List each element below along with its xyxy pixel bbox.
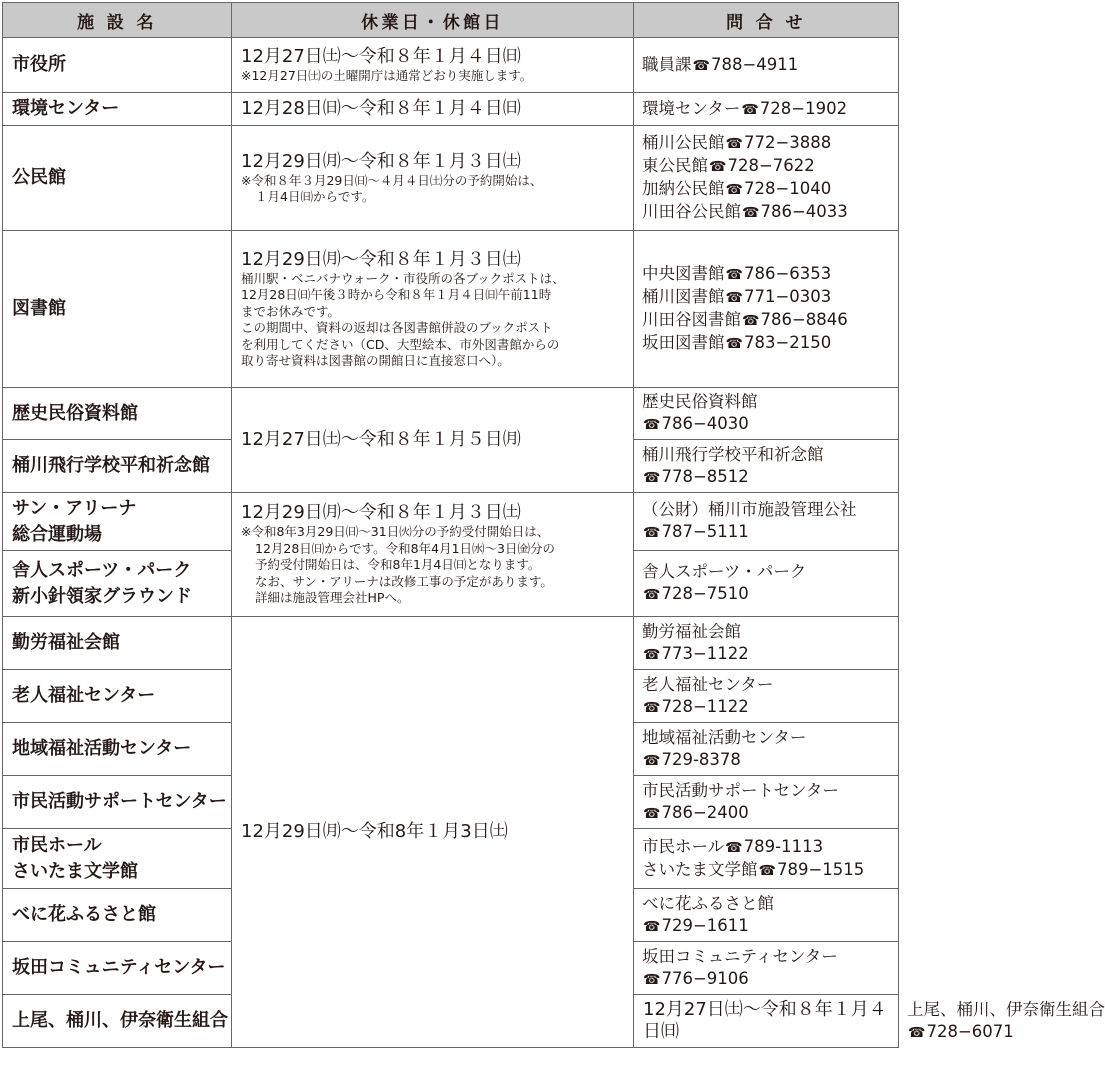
phone-icon: ☎	[643, 699, 661, 716]
contact-tel: 789-1113	[743, 836, 824, 856]
facility-name: 市役所	[3, 38, 232, 93]
table-row	[3, 388, 899, 440]
header-period: 休業日・休館日	[232, 3, 634, 38]
phone-icon: ☎	[725, 136, 743, 152]
closure-period	[634, 995, 899, 1048]
facility-name: 図書館	[3, 231, 232, 388]
facility-name: 勤労福祉会館	[3, 617, 232, 670]
phone-icon: ☎	[692, 57, 710, 74]
contact-tel: 786−2400	[661, 802, 749, 822]
phone-icon: ☎	[643, 587, 661, 603]
period-main: 12月27日㈯〜令和８年１月５日㈪	[241, 429, 521, 450]
phone-icon: ☎	[725, 182, 743, 198]
phone-icon: ☎	[643, 646, 661, 663]
contact-tel: 729−1611	[661, 915, 749, 935]
contact-tel: 728−1902	[759, 98, 848, 118]
contact-name: 地域福祉活動センター	[642, 727, 807, 747]
phone-icon: ☎	[643, 525, 661, 541]
contact-tel: 788−4911	[710, 54, 799, 74]
facility-name: 市民活動サポートセンター	[3, 776, 232, 829]
period-note: ※12月27日㈯の土曜開庁は通常どおり実施します。	[241, 67, 533, 83]
header-facility: 施 設 名	[3, 3, 232, 38]
contact-name: 市民ホール	[642, 836, 725, 856]
period-note: 取り寄せ資料は図書館の開館日に直接窓口へ）。	[241, 353, 510, 368]
phone-icon: ☎	[741, 101, 759, 118]
period-note: ※令和8年3月29日㈰〜31日㈫分の予約受付開始日は、	[241, 524, 550, 540]
contact-name: 市民活動サポートセンター	[642, 780, 839, 800]
phone-icon: ☎	[725, 336, 743, 352]
contact	[634, 493, 899, 551]
contact-tel: 786−4033	[760, 202, 848, 221]
table-row	[3, 617, 899, 670]
period-main: 12月29日㈪〜令和８年１月３日㈯	[241, 248, 521, 270]
phone-icon: ☎	[643, 918, 661, 935]
period-note: を利用してください（CD、大型絵本、市外図書館からの	[241, 336, 560, 352]
contact-tel: 786−6353	[743, 264, 832, 283]
period-note: １月4日㈰からです。	[255, 189, 375, 204]
closure-period	[232, 126, 634, 231]
contact-name: 桶川図書館	[642, 287, 725, 306]
facility-name: 老人福祉センター	[3, 670, 232, 723]
phone-icon: ☎	[725, 290, 743, 306]
table-row	[3, 126, 899, 231]
contact-tel: 778−8512	[661, 466, 749, 486]
contact-name: 環境センター	[642, 98, 741, 118]
period-main: 12月27日㈯〜令和８年１月４日㈰	[241, 45, 521, 67]
closure-period	[232, 231, 634, 388]
period-note: ※令和８年３月29日㈰〜４月４日㈯分の予約開始は、	[241, 172, 543, 188]
contact-tel: 787−5111	[661, 522, 749, 541]
contact-tel: 728−7510	[661, 584, 749, 603]
closure-table	[2, 2, 1105, 1048]
phone-icon: ☎	[742, 205, 760, 221]
contact-name: 東公民館	[642, 156, 708, 175]
contact-tel: 772−3888	[743, 133, 832, 152]
contact	[634, 388, 899, 440]
period-main: 12月28日㈰〜令和８年１月４日㈰	[241, 98, 521, 119]
period-main: 12月29日㈪〜令和8年１月3日㈯	[241, 821, 508, 842]
header-row	[3, 3, 899, 38]
contact	[634, 617, 899, 670]
facility-name: サン・アリーナ 総合運動場	[3, 493, 232, 551]
phone-icon: ☎	[643, 805, 661, 822]
contact-name: 舎人スポーツ・パーク	[642, 562, 807, 581]
period-note: 桶川駅・ベニバナウォーク・市役所の各ブックポストは、	[241, 270, 565, 286]
period-note: なお、サン・アリーナは改修工事の予定があります。	[255, 573, 553, 589]
contact-tel: 783−2150	[743, 333, 832, 352]
contact-tel: 789−1515	[776, 859, 865, 879]
contact-name: 職員課	[642, 54, 692, 74]
contact	[634, 38, 899, 93]
contact-tel: 728−1040	[743, 179, 832, 198]
contact-name: 中央図書館	[642, 264, 725, 283]
contact	[634, 231, 899, 388]
table-row	[3, 93, 899, 126]
contact-tel: 728−1122	[661, 696, 749, 716]
contact-name: （公財）桶川市施設管理公社	[642, 500, 857, 519]
closure-period	[232, 38, 634, 93]
facility-name: 上尾、桶川、伊奈衛生組合	[3, 995, 232, 1048]
contact-name: 川田谷図書館	[642, 310, 741, 329]
contact	[634, 776, 899, 829]
contact-name: 加納公民館	[642, 179, 725, 198]
contact	[634, 829, 899, 889]
phone-icon: ☎	[725, 267, 743, 283]
phone-icon: ☎	[709, 159, 727, 175]
contact-tel: 773−1122	[661, 643, 749, 663]
period-main: 12月29日㈪〜令和８年１月３日㈯	[241, 150, 521, 172]
contact-tel: 729-8378	[661, 749, 741, 769]
contact	[634, 93, 899, 126]
contact	[634, 942, 899, 995]
period-main: 12月27日㈯〜令和８年１月４日㈰	[643, 999, 887, 1042]
closure-period	[232, 388, 634, 493]
contact	[634, 723, 899, 776]
contact	[634, 670, 899, 723]
facility-name: 坂田コミュニティセンター	[3, 942, 232, 995]
contact-name: 老人福祉センター	[642, 674, 774, 694]
facility-name: 舎人スポーツ・パーク 新小針領家グラウンド	[3, 551, 232, 617]
contact-name: 歴史民俗資料館	[642, 392, 758, 411]
facility-name: 地域福祉活動センター	[3, 723, 232, 776]
contact-name: さいたま文学館	[642, 859, 758, 879]
period-note: までお休みです。	[241, 303, 341, 319]
contact	[634, 440, 899, 493]
contact	[634, 889, 899, 942]
phone-icon: ☎	[908, 1024, 926, 1041]
period-main: 12月29日㈪〜令和８年１月３日㈯	[241, 502, 521, 524]
contact-name: 桶川飛行学校平和祈念館	[642, 444, 824, 464]
contact-name: 桶川公民館	[642, 133, 725, 152]
contact-tel: 771−0303	[743, 287, 832, 306]
table-row: 上尾、桶川、伊奈衛生組合 12月27日㈯〜令和８年１月４日㈰ 上尾、桶川、伊奈衛生組合 ☎728−6071	[3, 995, 899, 1048]
contact-name: べに花ふるさと館	[642, 893, 774, 913]
period-note: 詳細は施設管理会社HPへ。	[255, 590, 410, 606]
phone-icon: ☎	[758, 862, 776, 879]
closure-period	[232, 493, 634, 617]
contact-tel: 728−6071	[926, 1021, 1014, 1041]
contact-name: 坂田図書館	[642, 333, 725, 352]
contact-name: 川田谷公民館	[642, 202, 741, 221]
phone-icon: ☎	[643, 752, 661, 769]
period-note: 12月28日㈰午後３時から令和８年１月４日㈰午前11時	[241, 287, 552, 302]
phone-icon: ☎	[643, 417, 661, 433]
facility-name: 桶川飛行学校平和祈念館	[3, 440, 232, 493]
phone-icon: ☎	[725, 839, 743, 856]
facility-name: 市民ホール さいたま文学館	[3, 829, 232, 889]
contact-tel: 776−9106	[661, 968, 749, 988]
closure-period	[232, 617, 634, 1048]
contact-tel: 786−8846	[760, 310, 848, 329]
contact-name: 勤労福祉会館	[642, 621, 741, 641]
table-row	[3, 231, 899, 388]
period-note: 予約受付開始日は、令和8年1月4日㈰となります。	[255, 557, 541, 573]
facility-name: べに花ふるさと館	[3, 889, 232, 942]
contact	[634, 551, 899, 617]
contact-tel: 786−4030	[661, 414, 749, 433]
phone-icon: ☎	[643, 971, 661, 988]
facility-name: 公民館	[3, 126, 232, 231]
table-row	[3, 38, 899, 93]
closure-period	[232, 93, 634, 126]
phone-icon: ☎	[742, 313, 760, 329]
facility-name: 歴史民俗資料館	[3, 388, 232, 440]
table-row	[3, 493, 899, 551]
contact	[634, 126, 899, 231]
header-contact: 問 合 せ	[634, 3, 899, 38]
period-note: この期間中、資料の返却は各図書館併設のブックポスト	[241, 320, 553, 335]
contact-name: 坂田コミュニティセンター	[642, 946, 838, 966]
phone-icon: ☎	[643, 469, 661, 486]
facility-name: 環境センター	[3, 93, 232, 126]
period-note: 12月28日㈰からです。令和8年4月1日㈬〜3日㈮分の	[255, 540, 555, 556]
contact-tel: 728−7622	[727, 156, 815, 175]
